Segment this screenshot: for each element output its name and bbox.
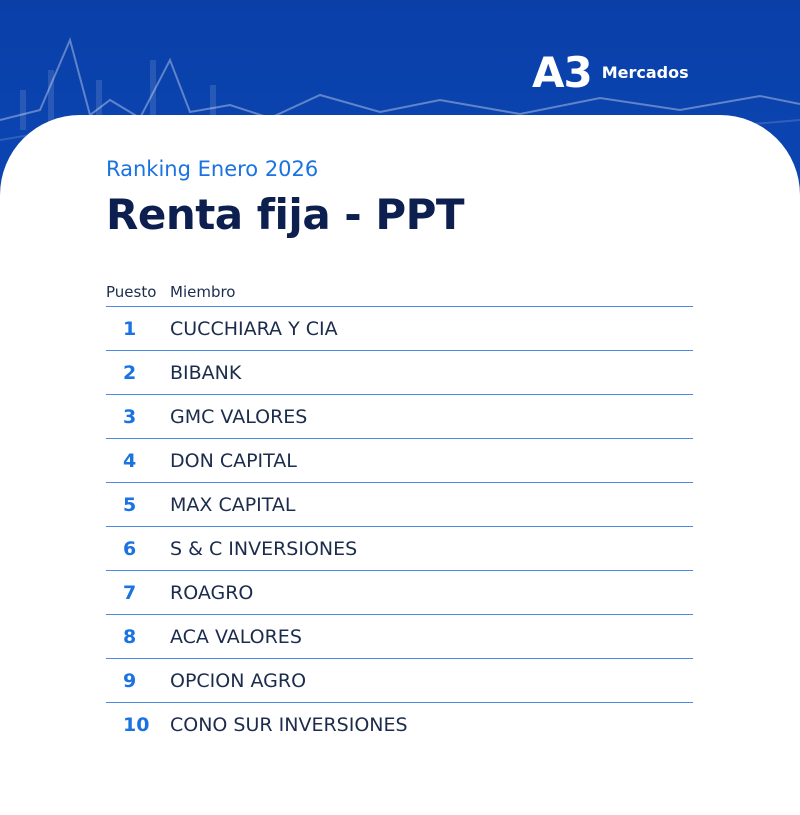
rank-number: 6 [123,537,137,560]
rank-number: 8 [123,625,137,648]
member-name: CONO SUR INVERSIONES [170,713,408,736]
rank-number: 10 [123,713,150,736]
table-row [106,395,693,439]
rank-number: 4 [123,449,137,472]
brand-name: Mercados [601,63,689,82]
table-header [106,278,693,307]
member-name: S & C INVERSIONES [170,537,358,560]
table-row [106,351,693,395]
ranking-subtitle: Ranking Enero 2026 [106,157,319,181]
table-row [106,307,693,351]
member-name: OPCION AGRO [170,669,307,692]
brand-mark: A3 [532,48,592,97]
table-row [106,571,693,615]
ranking-table [106,278,693,746]
rank-number: 5 [123,493,137,516]
table-row [106,483,693,527]
member-name: DON CAPITAL [170,449,297,472]
member-name: BIBANK [170,361,242,384]
rank-number: 7 [123,581,137,604]
table-row [106,659,693,703]
rank-number: 9 [123,669,137,692]
rank-number: 2 [123,361,137,384]
member-name: ACA VALORES [170,625,302,648]
column-header-miembro: Miembro [170,283,236,301]
member-name: ROAGRO [170,581,254,604]
member-name: MAX CAPITAL [170,493,296,516]
table-row [106,527,693,571]
table-row [106,703,693,746]
member-name: GMC VALORES [170,405,308,428]
page-title: Renta fija - PPT [106,190,465,239]
table-row [106,615,693,659]
rank-number: 1 [123,317,137,340]
brand-logo [532,48,689,97]
table-row [106,439,693,483]
member-name: CUCCHIARA Y CIA [170,317,338,340]
column-header-puesto: Puesto [106,283,157,301]
rank-number: 3 [123,405,137,428]
